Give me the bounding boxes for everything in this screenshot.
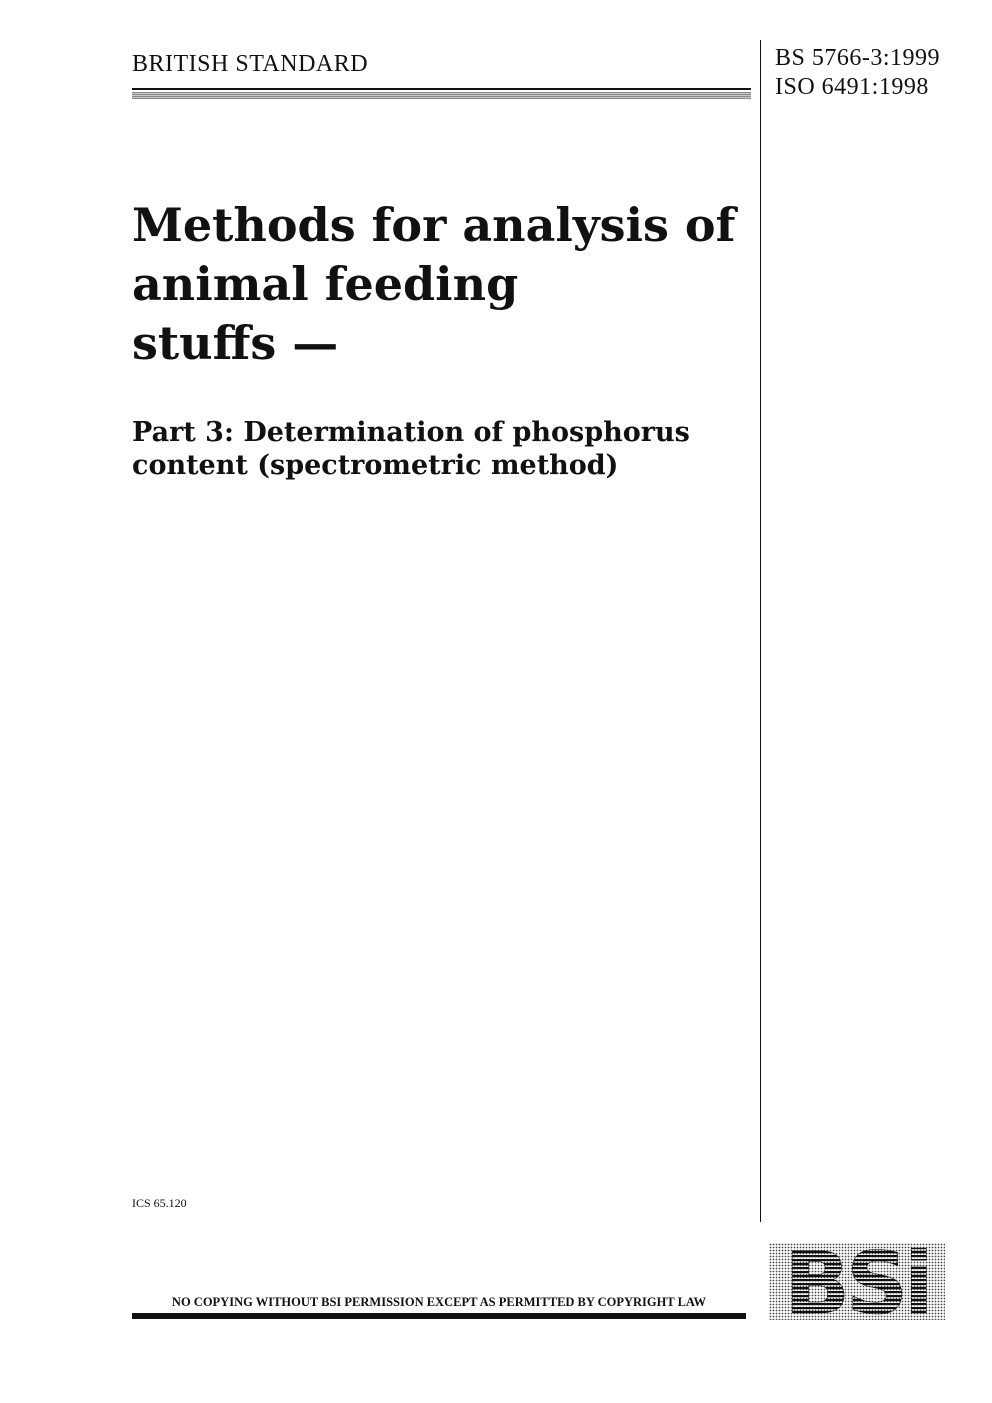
iso-standard-number: ISO 6491:1998 (775, 74, 929, 100)
logo-text: BSi (784, 1243, 930, 1320)
document-category-label: BRITISH STANDARD (132, 51, 369, 77)
title-line: stuffs — (132, 316, 339, 370)
subtitle-line: Part 3: Determination of phosphorus (132, 417, 690, 448)
ics-code: ICS 65.120 (132, 1196, 187, 1210)
standard-numbers (775, 44, 940, 102)
title-line: Methods for analysis of (132, 198, 736, 252)
bsi-logo-icon (769, 1243, 945, 1320)
document-subtitle (132, 416, 747, 482)
subtitle-line: content (spectrometric method) (132, 450, 619, 481)
vertical-divider (760, 40, 761, 1222)
header-rule-thin (132, 88, 751, 90)
title-line: animal feeding (132, 257, 519, 311)
header-rule-shaded (132, 92, 751, 99)
footer-rule (132, 1313, 746, 1319)
copyright-notice: NO COPYING WITHOUT BSI PERMISSION EXCEPT AS PERMITTED BY COPYRIGHT LAW (171, 1295, 707, 1309)
document-title (132, 196, 747, 373)
bs-standard-number: BS 5766-3:1999 (775, 45, 941, 71)
